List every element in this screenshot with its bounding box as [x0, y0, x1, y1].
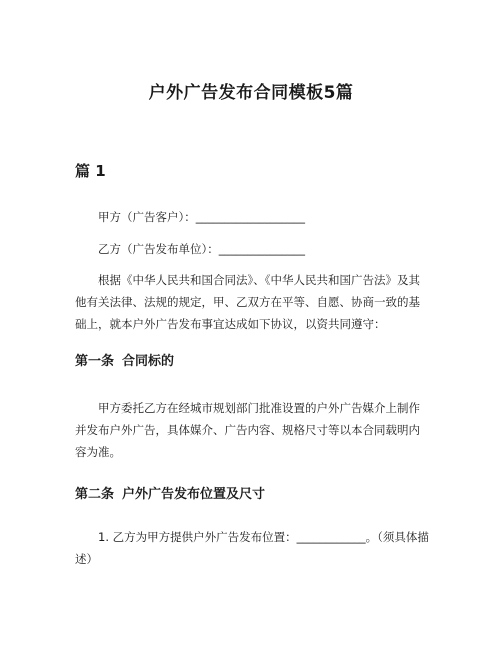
article-2-number: 第二条 [75, 487, 115, 502]
article-1-heading [75, 350, 174, 369]
article-1-title: 合同标的 [122, 354, 175, 369]
article-2-item-1: 1. 乙方为甲方提供户外广告发布位置：____________。（须具体描述） [75, 530, 429, 566]
article-2-heading [75, 483, 265, 502]
section-heading: 篇 1 [75, 162, 106, 180]
preamble-paragraph: 根据《中华人民共和国合同法》、《中华人民共和国广告法》及其他有关法律、法规的规定，甲、乙双方在平等、自愿、协商一致的基础上，就本户外广告发布事宜达成如下协议，以资共同遵守： [75, 273, 420, 331]
article-1-number: 第一条 [75, 354, 115, 369]
document-title: 户外广告发布合同模板5篇 [148, 83, 354, 103]
article-2-title: 户外广告发布位置及尺寸 [122, 487, 266, 502]
article-1-body: 甲方委托乙方在经城市规划部门批准设置的户外广告媒介上制作并发布户外广告，具体媒介、广告内容、规格尺寸等以本合同载明内容为准。 [75, 401, 420, 459]
party-a-line: 甲方（广告客户）：___________________ [98, 210, 305, 224]
party-b-line: 乙方（广告发布单位）：_______________ [98, 242, 305, 256]
